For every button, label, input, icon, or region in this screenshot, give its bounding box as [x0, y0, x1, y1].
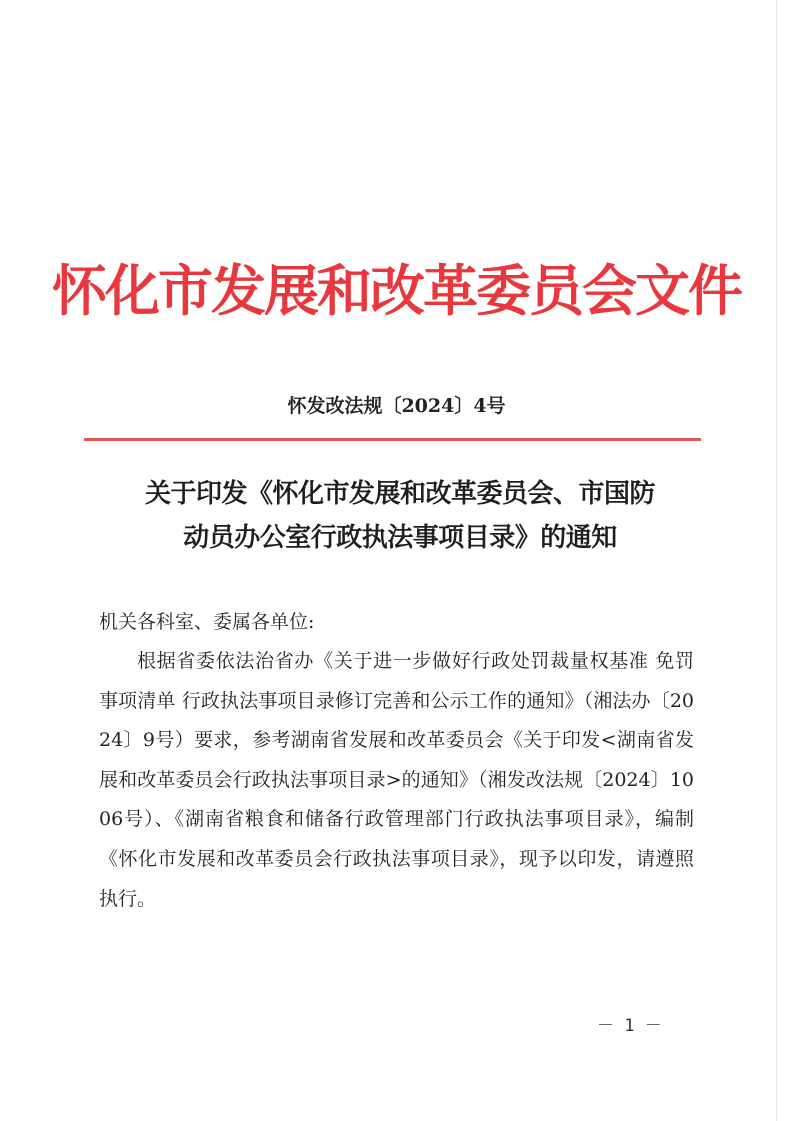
salutation: 机关各科室、委属各单位: — [99, 611, 315, 633]
document-title — [90, 472, 710, 560]
scan-edge-line — [776, 0, 777, 1121]
page-number: － 1 － — [597, 1016, 662, 1036]
red-separator-rule — [84, 438, 701, 441]
document-title-line-2: 动员办公室行政执法事项目录》的通知 — [183, 523, 617, 553]
document-title-line-1: 关于印发《怀化市发展和改革委员会、市国防 — [144, 479, 655, 509]
organization-header-title: 怀化市发展和改革委员会文件 — [51, 258, 741, 323]
body-paragraph: 根据省委依法治省办《关于进一步做好行政处罚裁量权基准 免罚事项清单 行政执法事项目录修订完善和公示工作的通知》（湘法办〔2024〕9号）要求，参考湖南省发展和改革委员会《关于印发<湖南省发展和改革委员会行政执法事项目录>的通知》（湘发改法规〔2024〕1006号）、《湖南省粮食和储备行政管理部门行政执法事项目录》，编制《怀化市发展和改革委员会行政执法事项目录》，现予以印发，请遵照执行。 — [99, 650, 694, 910]
document-number: 怀发改法规〔2024〕4号 — [287, 395, 506, 417]
